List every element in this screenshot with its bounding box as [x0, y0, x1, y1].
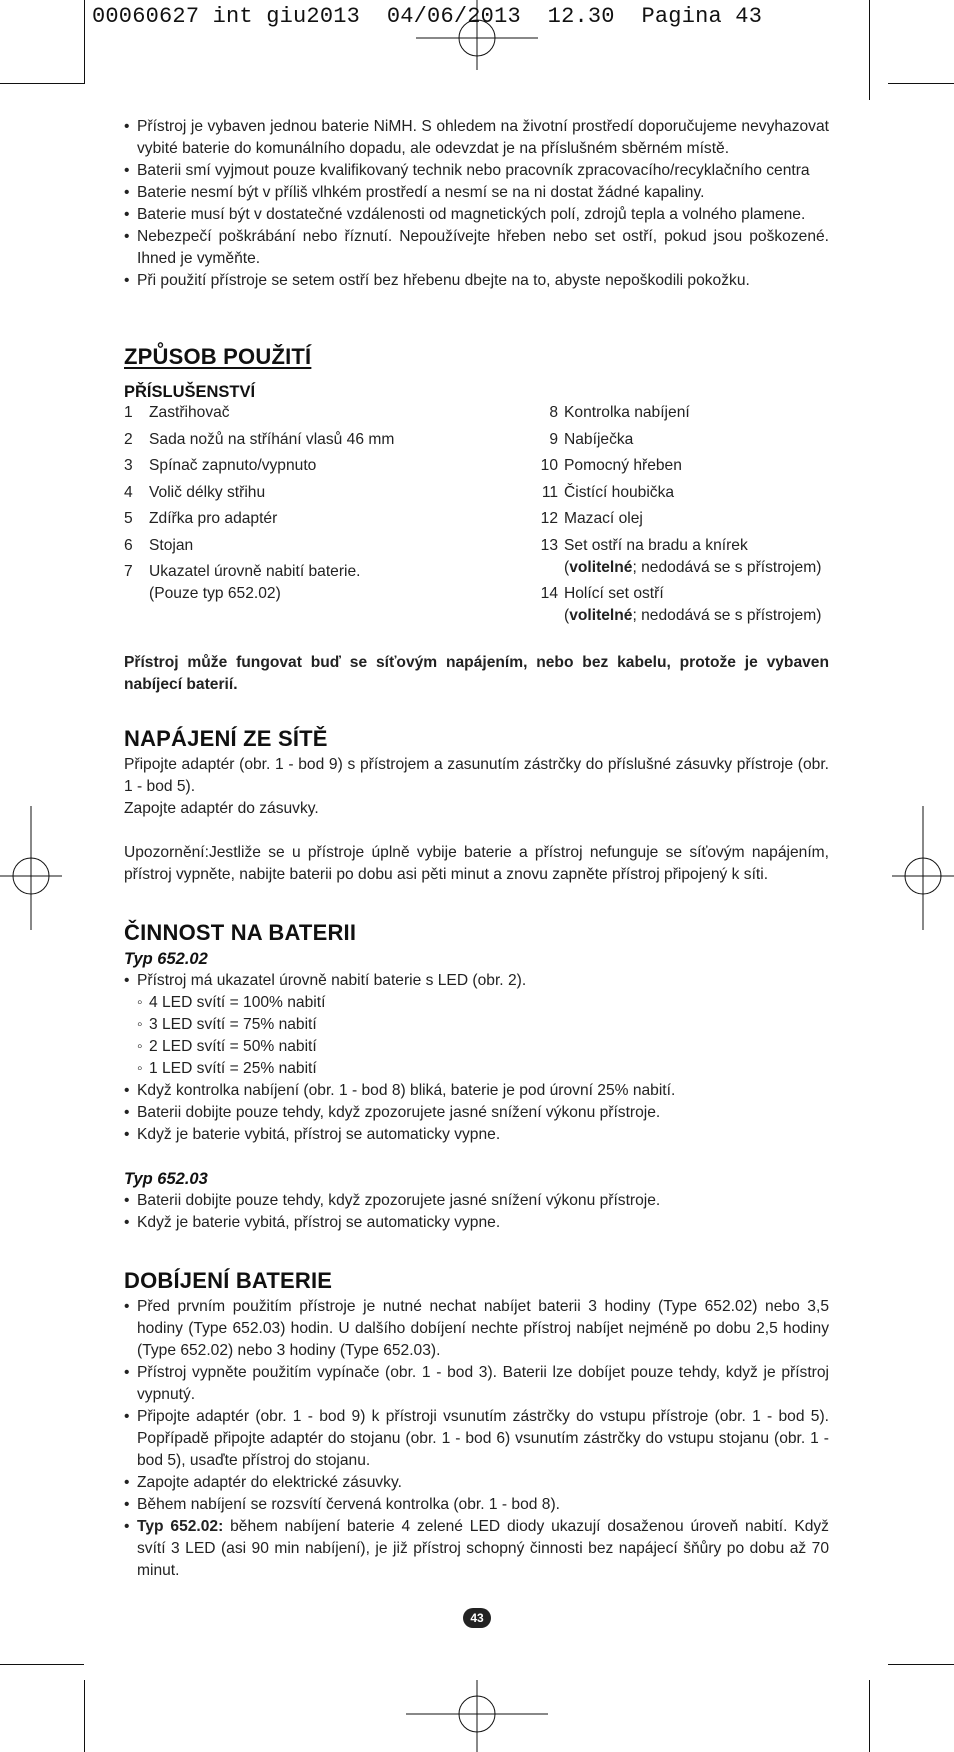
crop-mark-bottom-left	[84, 1680, 85, 1752]
page-number-badge: 43	[463, 1608, 491, 1628]
list-item: • Když kontrolka nabíjení (obr. 1 - bod 8) bliká, baterie je pod úrovní 25% nabití.	[124, 1080, 829, 1102]
list-item: • Přístroj má ukazatel úrovně nabití baterie s LED (obr. 2).	[124, 970, 829, 992]
list-item: • Během nabíjení se rozsvítí červená kontrolka (obr. 1 - bod 8).	[124, 1494, 829, 1516]
item-text: Nabíječka	[564, 430, 634, 448]
battery-652-02-list	[124, 970, 829, 992]
crop-mark-top-left	[84, 0, 85, 84]
charging-led-note: během nabíjení baterie 4 zelené LED diody ukazují dosaženou úroveň nabití. Když svítí 3 LED (asi 90 min nabíjení), je již přístroj schopný činnosti bez napájecí šňůry po dobu až 70 minut.	[137, 1517, 829, 1579]
type-label: Typ 652.02:	[137, 1517, 224, 1535]
item-text: Stojan	[149, 536, 194, 554]
list-item	[531, 455, 829, 477]
accessories-list	[124, 402, 829, 632]
list-item	[124, 402, 474, 424]
crop-mark-bottom-right	[869, 1680, 870, 1752]
list-item	[124, 429, 474, 451]
battery-652-02-list-continued	[124, 1080, 829, 1146]
list-item: • Nebezpečí poškrábání nebo říznutí. Nepoužívejte hřeben nebo set ostří, pokud jsou poškozené. Ihned je vyměňte.	[124, 226, 829, 270]
list-item	[531, 402, 829, 424]
list-item	[531, 482, 829, 504]
accessories-column-right	[531, 402, 829, 632]
mains-paragraph-2: Zapojte adaptér do zásuvky.	[124, 799, 319, 817]
list-item: • Baterie musí být v dostatečné vzdálenosti od magnetických polí, zdrojů tepla a volného plamene.	[124, 204, 829, 226]
list-item	[124, 561, 474, 605]
power-mode-note: Přístroj může fungovat buď se síťovým napájením, nebo bez kabelu, protože je vybaven nabíjecí baterií.	[124, 653, 829, 693]
item-text: Volič délky střihu	[149, 483, 266, 501]
item-number: 13	[540, 536, 558, 554]
item-number: 2	[124, 430, 133, 448]
section-title-charging: DOBÍJENÍ BATERIE	[124, 1267, 333, 1293]
crop-mark-top-right-h	[888, 83, 954, 84]
list-item: • Přístroj je vybaven jednou baterie NiMH. S ohledem na životní prostředí doporučujeme nevyhazovat vybité baterie do komunálního dopadu, ale odevzdat je na příslušném sběrném místě.	[124, 116, 829, 160]
list-item: ◦ 1 LED svítí = 25% nabití	[137, 1058, 829, 1080]
list-item: • Baterii dobijte pouze tehdy, když zpozorujete jasné snížení výkonu přístroje.	[124, 1102, 829, 1124]
item-text: Kontrolka nabíjení	[564, 404, 690, 421]
list-item	[124, 455, 474, 477]
item-number: 6	[124, 536, 133, 554]
print-slug: 00060627 int giu2013 04/06/2013 12.30 Pagina 43	[92, 4, 763, 29]
registration-mark-left-icon	[0, 806, 62, 930]
list-item: • Připojte adaptér (obr. 1 - bod 9) k přístroji vsunutím zástrčky do vstupu přístroje (obr. 1 - bod 5). Popřípadě připojte adaptér do stojanu (obr. 1 - bod 6) vsunutím zástrčky do vstupu stojanu (obr. 1 - bod 5), usaďte přístroj do stojanu.	[124, 1406, 829, 1472]
list-item	[531, 583, 829, 627]
accessories-title: PŘÍSLUŠENSTVÍ	[124, 383, 256, 401]
list-item: • Při použití přístroje se setem ostří bez hřebenu dbejte na to, abyste nepoškodili pokožku.	[124, 270, 829, 292]
item-text-line1: Ukazatel úrovně nabití baterie.	[149, 563, 361, 580]
type-652-03-heading: Typ 652.03	[124, 1169, 208, 1188]
list-item	[531, 429, 829, 451]
battery-652-03-list	[124, 1190, 829, 1234]
item-text: Holící set ostří (volitelné; nedodává se s přístrojem)	[564, 585, 822, 624]
optional-note: ; nedodává se s přístrojem)	[632, 607, 822, 624]
list-item: • Baterii dobijte pouze tehdy, když zpozorujete jasné snížení výkonu přístroje.	[124, 1190, 829, 1212]
optional-note: ; nedodává se s přístrojem)	[632, 558, 822, 576]
list-item: ◦ 3 LED svítí = 75% nabití	[137, 1014, 829, 1036]
registration-mark-right-icon	[892, 806, 954, 930]
item-text: Čistící houbička	[564, 483, 675, 501]
list-item: • Když je baterie vybitá, přístroj se automaticky vypne.	[124, 1124, 829, 1146]
item-number: 12	[540, 510, 558, 527]
list-item	[124, 535, 474, 557]
list-item	[531, 535, 829, 579]
list-item	[124, 482, 474, 504]
item-number: 1	[124, 404, 133, 421]
item-text: Zdířka pro adaptér	[149, 510, 278, 527]
item-number: 14	[540, 585, 558, 602]
item-number: 11	[541, 483, 558, 501]
section-title-battery: ČINNOST NA BATERII	[124, 919, 357, 945]
crop-mark-bottom-right-h	[888, 1664, 954, 1665]
list-item: • Přístroj vypněte použitím vypínače (obr. 1 - bod 3). Baterii lze dobíjet pouze tehdy, když je přístroj vypnutý.	[124, 1362, 829, 1406]
item-text-line1: Set ostří na bradu a knírek	[564, 536, 748, 554]
led-level-list	[124, 992, 829, 1080]
list-item: ◦ 2 LED svítí = 50% nabití	[137, 1036, 829, 1058]
item-text: Sada nožů na stříhání vlasů 46 mm	[149, 430, 395, 448]
crop-mark-bottom-left-h	[0, 1664, 84, 1665]
crop-mark-top-right	[869, 0, 870, 100]
item-text	[149, 561, 361, 605]
mains-warning: Upozornění:Jestliže se u přístroje úplně vybije baterie a přístroj nefunguje se síťovým napájením, přístroj vypněte, nabijte baterii po dobu asi pěti minut a znovu zapněte přístroj připojený k síti.	[124, 843, 829, 883]
item-number: 9	[549, 430, 558, 448]
item-number: 3	[124, 457, 133, 474]
accessories-column-left	[124, 402, 474, 632]
item-number: 8	[549, 404, 558, 421]
item-number: 7	[124, 563, 133, 580]
intro-bullet-list	[124, 116, 829, 292]
item-number: 5	[124, 510, 133, 527]
list-item	[124, 508, 474, 530]
item-text-line1: Holící set ostří	[564, 585, 664, 602]
optional-label: volitelné	[569, 607, 633, 624]
registration-mark-bottom-icon	[406, 1680, 548, 1752]
charging-list	[124, 1296, 829, 1582]
item-number: 4	[124, 483, 133, 501]
list-item: • Baterii smí vyjmout pouze kvalifikovaný technik nebo pracovník zpracovacího/recyklačního centra	[124, 160, 829, 182]
type-652-02-heading: Typ 652.02	[124, 949, 208, 968]
item-text: Set ostří na bradu a knírek (volitelné; nedodává se s přístrojem)	[564, 536, 822, 576]
section-title-usage: ZPŮSOB POUŽITÍ	[124, 344, 312, 369]
crop-mark-top-left-h	[0, 83, 84, 84]
list-item	[531, 508, 829, 530]
list-item: • Zapojte adaptér do elektrické zásuvky.	[124, 1472, 829, 1494]
list-item: • Baterie nesmí být v příliš vlhkém prostředí a nesmí se na ni dostat žádné kapaliny.	[124, 182, 829, 204]
optional-label: volitelné	[569, 558, 633, 576]
page-content	[124, 116, 829, 1582]
item-number: 10	[540, 457, 558, 474]
section-title-mains: NAPÁJENÍ ZE SÍTĚ	[124, 725, 328, 751]
item-text-line2: (Pouze typ 652.02)	[149, 585, 281, 602]
mains-paragraph-1: Připojte adaptér (obr. 1 - bod 9) s přístrojem a zasunutím zástrčky do příslušné zásuvky přístroje (obr. 1 - bod 5).	[124, 755, 829, 795]
list-item: ◦ 4 LED svítí = 100% nabití	[137, 992, 829, 1014]
item-text: Mazací olej	[564, 510, 643, 527]
list-item: • Před prvním použitím přístroje je nutné nechat nabíjet baterii 3 hodiny (Type 652.02) nebo 3,5 hodiny (Type 652.03) hodin. U dalšího dobíjení nechte přístroj nabíjet nejméně po dobu 2,5 hodiny (Type 652.02) nebo 3 hodiny (Type 652.03).	[124, 1296, 829, 1362]
list-item	[124, 1516, 829, 1582]
item-text: Zastřihovač	[149, 404, 230, 421]
item-text: Spínač zapnuto/vypnuto	[149, 457, 317, 474]
item-text: Pomocný hřeben	[564, 457, 682, 474]
list-item: • Když je baterie vybitá, přístroj se automaticky vypne.	[124, 1212, 829, 1234]
